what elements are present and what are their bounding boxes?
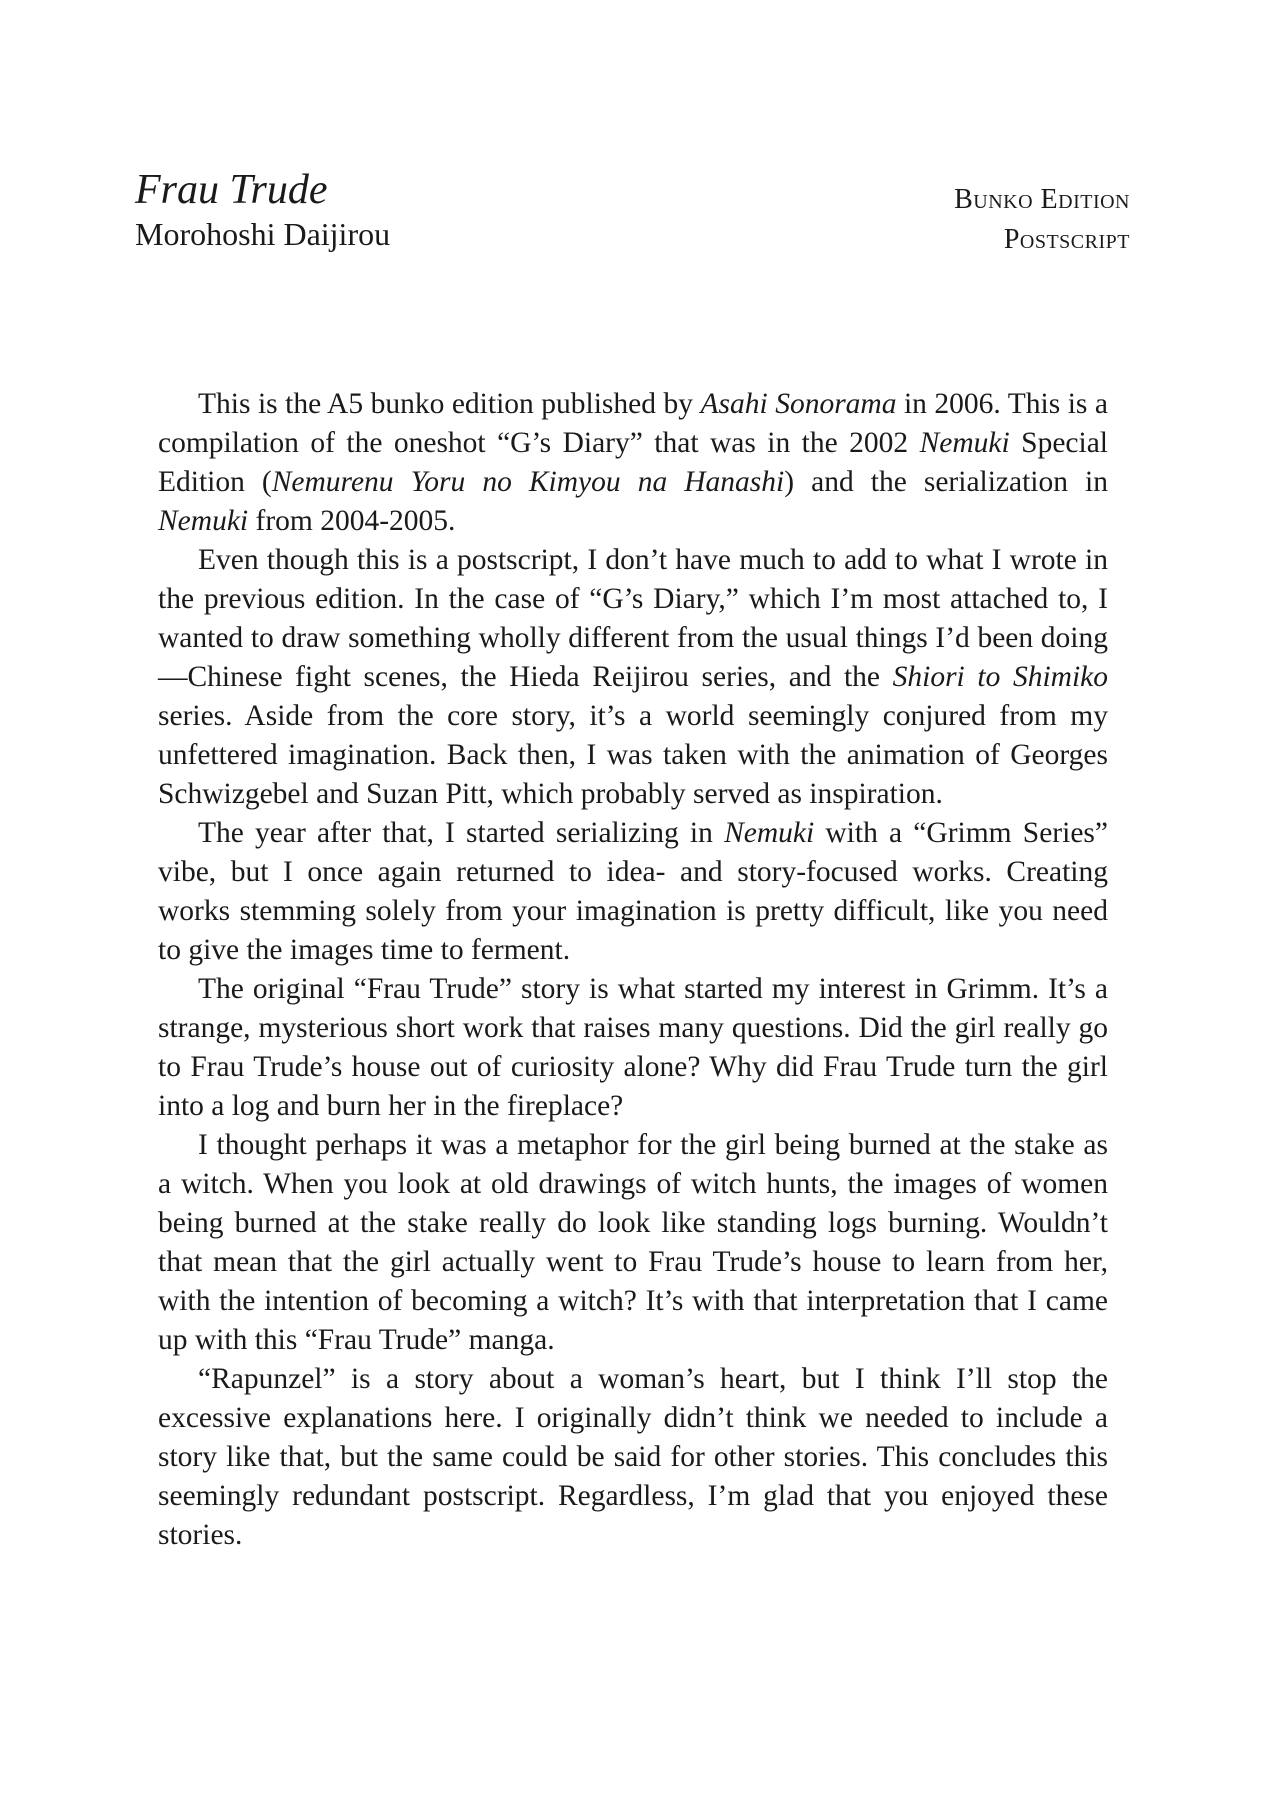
text-run: Special Edition ( [158,427,1108,498]
text-run: This is the A5 bunko edition published by [198,388,701,420]
section-label: Postscript [1003,224,1130,255]
paragraph [158,1126,1108,1360]
paragraph [158,814,1108,970]
italic-text: Shiori to Shimiko [892,661,1108,693]
text-run: “Rapunzel” is a story about a woman’s heart, but I think I’ll stop the excessive explanations here. I originally didn’t think we needed to include a story like that, but the same could be said for other stories. This concludes this seemingly redundant postscript. Regardless, I’m glad that you enjoyed these stories. [158,1363,1108,1551]
text-run: series. Aside from the core story, it’s a world seemingly conjured from my unfettered imagination. Back then, I was taken with the animation of Georges Schwizgebel and Suzan Pitt, which probably served as inspiration. [158,700,1108,810]
text-run: The year after that, I started serializing in [198,817,725,849]
paragraph [158,385,1108,541]
text-run: Even though this is a postscript, I don’t have much to add to what I wrote in the previous edition. In the case of “G’s Diary,” which I’m most attached to, I wanted to draw something wholly different from the usual things I’d been doing—Chinese fight scenes, the Hieda Reijirou series, and the [158,544,1108,693]
italic-text: Nemurenu Yoru no Kimyou na Hanashi [271,466,785,498]
author-name: Morohoshi Daijirou [135,216,391,252]
edition-label: Bunko Edition [954,184,1130,215]
italic-text: Nemuki [158,505,249,537]
italic-text: Nemuki [919,427,1010,459]
postscript-body [158,385,1108,1555]
book-title: Frau Trude [135,167,328,213]
text-run: in 2006. This is a compilation of the oneshot “G’s Diary” that was in the 2002 [158,388,1108,459]
header-right [954,180,1130,260]
paragraph [158,541,1108,814]
italic-text: Nemuki [724,817,815,849]
paragraph [158,970,1108,1126]
paragraph [158,1360,1108,1555]
text-run: I thought perhaps it was a metaphor for the girl being burned at the stake as a witch. When you look at old drawings of witch hunts, the images of women being burned at the stake really do look like standing logs burning. Wouldn’t that mean that the girl actually went to Frau Trude’s house to learn from her, with the intention of becoming a witch? It’s with that interpretation that I came up with this “Frau Trude” manga. [158,1129,1108,1356]
text-run: ) and the serialization in [784,466,1109,498]
header-left [135,168,390,254]
text-run: with a “Grimm Series” vibe, but I once again returned to idea- and story-focused works. Creating works stemming solely from your imagination is pretty difficult, like you need to give the images time to ferment. [158,817,1108,966]
italic-text: Asahi Sonorama [700,388,897,420]
text-run: from 2004-2005. [248,505,456,537]
text-run: The original “Frau Trude” story is what started my interest in Grimm. It’s a strange, mysterious short work that raises many questions. Did the girl really go to Frau Trude’s house out of curiosity alone? Why did Frau Trude turn the girl into a log and burn her in the fireplace? [158,973,1108,1122]
